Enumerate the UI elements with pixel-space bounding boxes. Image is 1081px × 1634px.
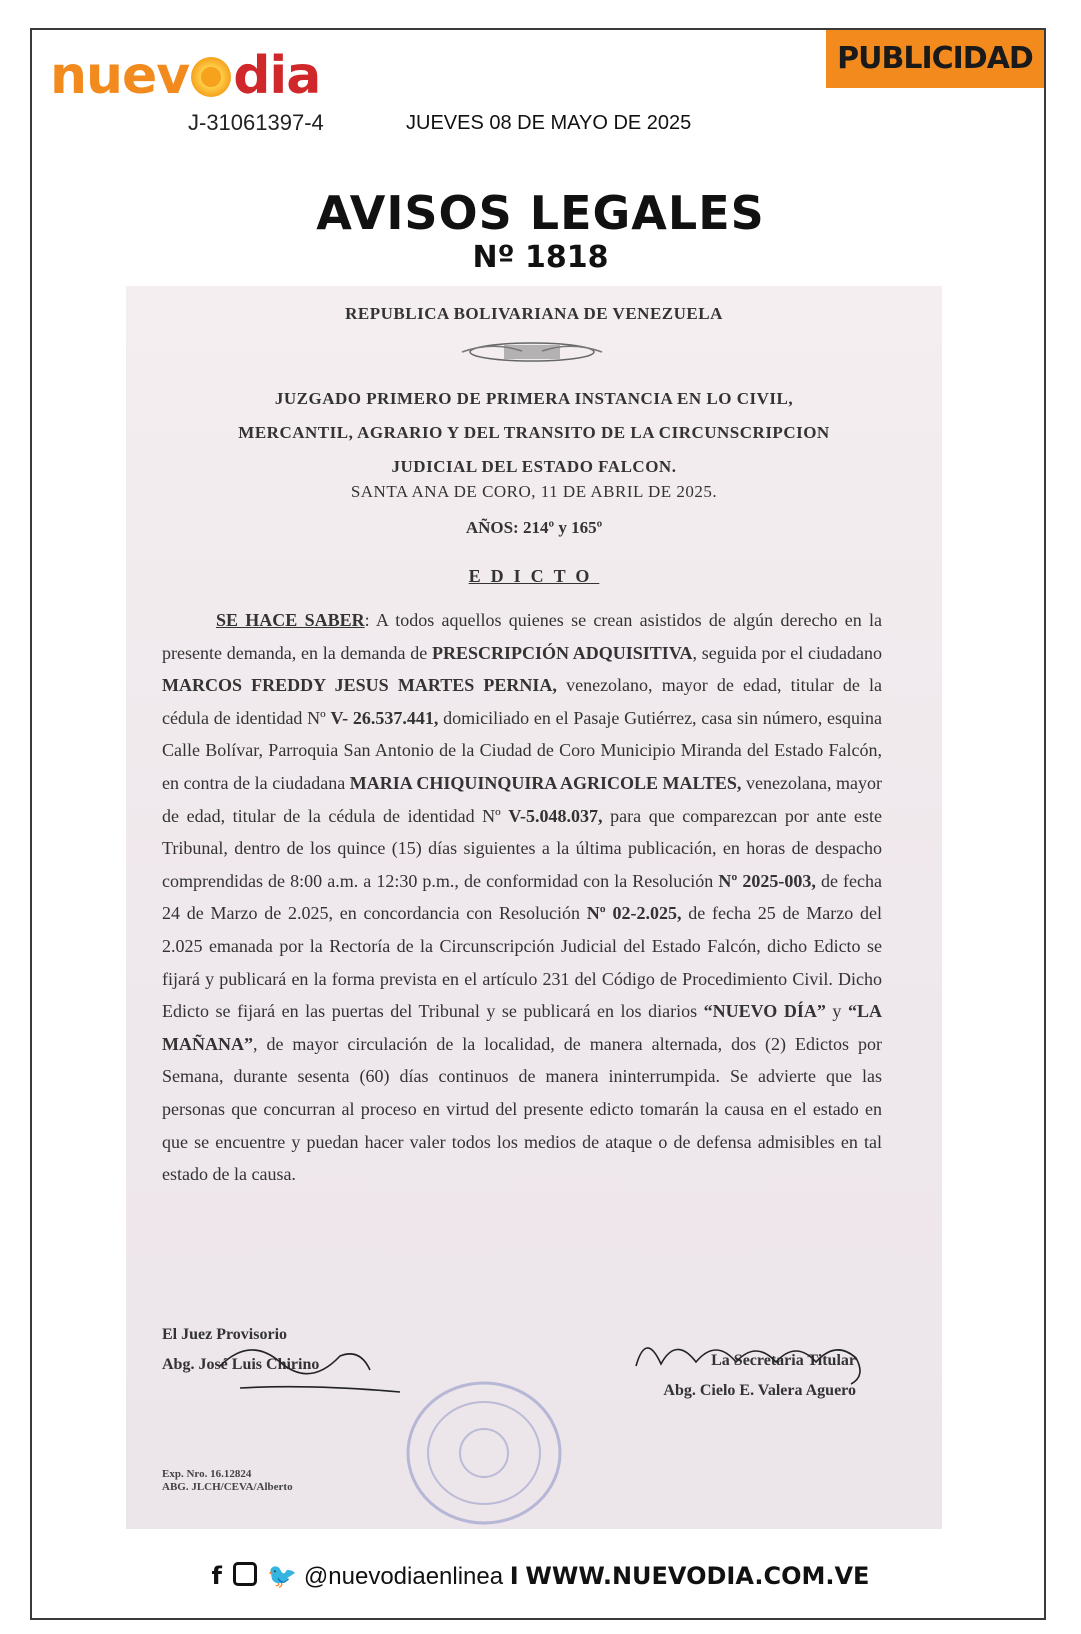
instagram-icon[interactable] — [233, 1562, 257, 1586]
secretary-signature-scribble — [626, 1326, 876, 1396]
legal-notice-scan — [126, 286, 942, 1529]
court-seal-stamp — [404, 1378, 564, 1528]
twitter-icon[interactable]: 🐦 — [267, 1563, 298, 1590]
body-bold: MARCOS FREDDY JESUS MARTES PERNIA, — [162, 675, 557, 696]
body-text: de fecha 24 de Marzo de 2.025, en concordancia con Resolución — [162, 870, 883, 924]
edict-body — [162, 604, 882, 1191]
exp-line-1: Exp. Nro. 16.12824 — [162, 1468, 252, 1480]
body-bold: V-5.048.037, — [508, 805, 603, 826]
body-text: : A todos aquellos quienes se crean asistidos de algún derecho en la presente demanda, en la demanda de — [162, 610, 882, 663]
body-bold: “LA MAÑANA” — [162, 1001, 882, 1054]
sun-icon — [191, 57, 231, 97]
secretary-name: Abg. Cielo E. Valera Aguero — [663, 1382, 856, 1399]
edicto-title: EDICTO — [468, 566, 600, 586]
footer-bar — [0, 1562, 1081, 1591]
body-bold: MARIA CHIQUINQUIRA AGRICOLE MALTES, — [349, 772, 742, 793]
body-text: venezolano, mayor de edad, titular de la cédula de identidad Nº — [162, 675, 882, 728]
body-text: para que comparezcan por ante este Tribunal, dentro de los quince (15) días siguientes a la última publicación, en horas de despacho comprendidas de 8:00 a.m. a 12:30 p.m., de conformidad con la Resolución — [162, 805, 882, 891]
body-text: venezolana, mayor de edad, titular de la cédula de identidad Nº — [162, 772, 883, 826]
website-link[interactable]: WWW.NUEVODIA.COM.VE — [525, 1562, 870, 1590]
exp-line-2: ABG. JLCH/CEVA/Alberto — [162, 1481, 293, 1493]
body-bold: Nº 02-2.025, — [586, 903, 682, 924]
file-reference — [162, 1468, 293, 1494]
logo-text-part1: nuev — [50, 46, 190, 106]
body-text: y — [825, 1001, 848, 1022]
footer-separator: I — [509, 1562, 519, 1590]
coat-of-arms-icon — [452, 339, 612, 365]
city-date: SANTA ANA DE CORO, 11 DE ABRIL DE 2025. — [350, 482, 718, 501]
years-line: AÑOS: 214º y 165º — [465, 518, 603, 537]
court-line-2: MERCANTIL, AGRARIO Y DEL TRANSITO DE LA CIRCUNSCRIPCION — [238, 423, 830, 442]
notice-number: Nº 1818 — [472, 240, 609, 275]
body-text: de fecha 25 de Marzo del 2.025 emanada por la Rectoría de la Circunscripción Judicial del Estado Falcón, dicho Edicto se fijará y publicará en la forma prevista en el artículo 231 del Código de Procedimiento Civil. Dicho Edicto se fijará en las puertas del Tribunal y se publicará en los diarios — [162, 903, 882, 1022]
section-badge: PUBLICIDAD — [826, 30, 1044, 88]
body-bold: “NUEVO DÍA” — [703, 1001, 826, 1022]
body-bold: PRESCRIPCIÓN ADQUISITIVA — [432, 642, 693, 663]
judge-signature-scribble — [210, 1326, 410, 1396]
social-handle[interactable]: @nuevodiaenlinea — [303, 1563, 504, 1590]
logo-text-part2: dia — [233, 46, 321, 106]
body-text: domiciliado en el Pasaje Gutiérrez, casa sin número, esquina Calle Bolívar, Parroquia San Antonio de la Ciudad de Coro Municipio Miranda del Estado Falcón, en contra de la ciudadana — [162, 707, 882, 793]
judge-title: El Juez Provisorio — [162, 1326, 288, 1343]
se-hace-saber: SE HACE SABER — [216, 610, 365, 630]
body-text: , seguida por el ciudadano — [692, 642, 883, 663]
newspaper-logo — [50, 46, 320, 106]
body-bold: Nº 2025-003, — [718, 870, 816, 891]
issue-date: JUEVES 08 DE MAYO DE 2025 — [406, 112, 692, 134]
secretary-title: La Secretaria Titular — [711, 1352, 856, 1369]
republic-heading: REPUBLICA BOLIVARIANA DE VENEZUELA — [345, 304, 723, 323]
court-line-1: JUZGADO PRIMERO DE PRIMERA INSTANCIA EN LO CIVIL, — [274, 389, 794, 408]
facebook-icon[interactable]: f — [211, 1562, 222, 1590]
tax-id: J-31061397-4 — [188, 110, 324, 135]
body-text: , de mayor circulación de la localidad, de manera alternada, dos (2) Edictos por Semana, durante sesenta (60) días continuos de manera ininterrumpida. Se advierte que las personas que concurran al proceso en virtud del presente edicto tomarán la causa en el estado en que se encuentre y puedan hacer valer todos los medios de ataque o de defensa admisibles en tal estado de la causa. — [162, 1033, 882, 1185]
judge-name: Abg. José Luis Chirino — [162, 1356, 320, 1373]
court-heading — [126, 382, 942, 484]
body-bold: V- 26.537.441, — [330, 707, 439, 728]
court-line-3: JUDICIAL DEL ESTADO FALCON. — [391, 457, 677, 476]
page-title: AVISOS LEGALES — [316, 186, 765, 240]
